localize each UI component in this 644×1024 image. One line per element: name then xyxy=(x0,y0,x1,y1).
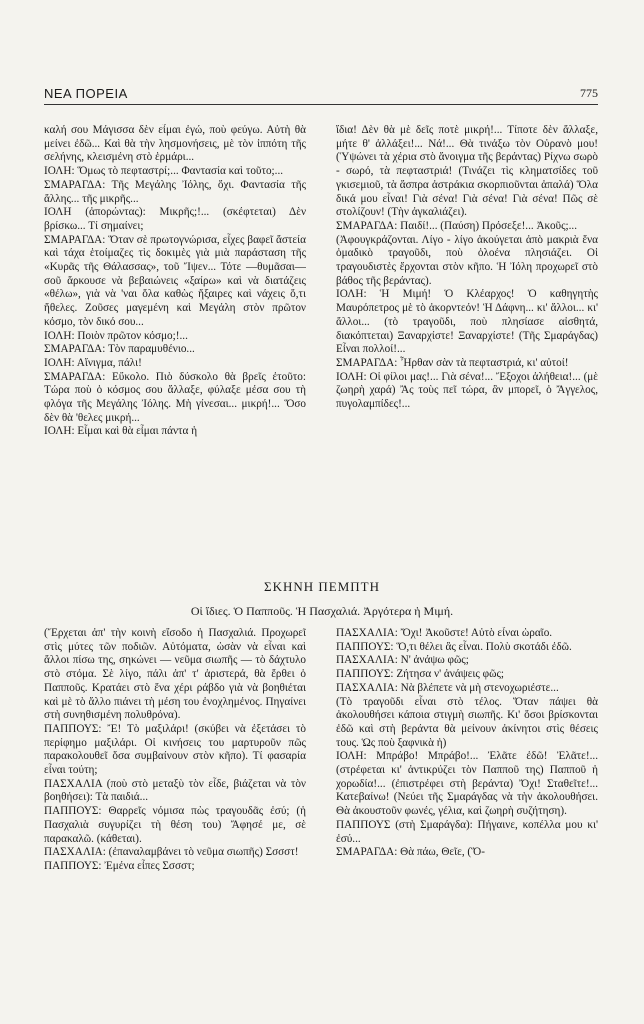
paragraph: ΙΟΛΗ (ἀπορώντας): Μικρῆς;!... (σκέφτεται) Δὲν βρίσκω... Τί σημαίνει; xyxy=(44,206,306,232)
paragraph: ΣΜΑΡΑΓΔΑ: Ἦρθαν σὰν τὰ πεφταστριά, κι' αὐτοί! xyxy=(336,356,569,369)
page-number: 775 xyxy=(580,86,598,100)
scene-heading: ΣΚΗΝΗ ΠΕΜΠΤΗ xyxy=(264,579,380,594)
paragraph: ΙΟΛΗ: Εἶμαι καὶ θὰ εἶμαι πάντα ἡ xyxy=(44,425,198,438)
paragraph: ΣΜΑΡΑΓΔΑ: Παιδί!... (Παύση) Πρόσεξε!... Ἀκοῦς;... xyxy=(336,219,578,232)
paragraph: ΙΟΛΗ: Αἴνιγμα, πάλι! xyxy=(44,356,142,369)
paragraph: (Ἔρχεται ἀπ' τὴν κοινὴ εἴσοδο ἡ Πασχαλιά. Προχωρεῖ στὶς μύτες τῶν ποδιῶν. Αὐτόματα, ὡσὰν νὰ εἶναι καὶ ἄλλοι πίσω της, σηκώνει — νεῦμα σιωπῆς — τὸ δάχτυλο στὸ στόμα. Σὲ λίγο, πάλι ἀπ' τ' ἀριστερά, θὰ ἔρθει ὁ Παπποῦς. Κρατάει στὸ ἕνα χέρι ράβδο γιὰ νὰ βοηθιέται καὶ μὲ τὸ ἄλλο πιάνει τὴ μέση του ἐνοχλημένος. Πηγαίνει στὴ συνηθισμένη πολυθρόνα). xyxy=(44,627,306,722)
paragraph: ΠΑΣΧΑΛΙΑ (ποὺ στὸ μεταξὺ τὸν εἶδε, βιάζεται νὰ τὸν βοηθήσει): Τὰ παιδιά... xyxy=(44,777,306,804)
lower-text-columns xyxy=(44,627,598,1007)
paragraph: ἴδια! Δὲν θὰ μὲ δεῖς ποτὲ μικρή!... Τίποτε δὲν ἄλλαξε, μήτε θ' ἀλλάξει!... Νά!... Θὰ τινάξω τὸν Οὐρανὸ μου! (Ὑψώνει τὰ χέρια στὸ ἄνοιγμα τῆς βεράντας) Ρίχνω σωρὸ - σωρό, τὰ πεφταστριά! (Τινάζει τὶς κληματσίδες τοῦ γκισεμιοῦ, τὰ ἄσπρα ἀστράκια σκορπιοῦνται ἁπαλά) Ὅλα δικά μου εἶναι! Γιὰ σένα! Γιὰ σένα! Γιὰ σένα! Πῶς σὲ στολίζουν! (Τὴν ἀγκαλιάζει). xyxy=(336,124,598,219)
paragraph: καλή σου Μάγισσα δὲν εἶμαι ἐγώ, ποὺ φεύγω. Αὐτὴ θὰ μείνει ἐδῶ... Καὶ θὰ τὴν λησμονήσεις, μὲ τὸν ἱππότη τῆς σελήνης, κλεισμένη στὸ ἑρμάρι... xyxy=(44,124,306,164)
paragraph: ΠΑΠΠΟΥΣ: Ἐμένα εἶπες Σσσστ; xyxy=(44,859,195,872)
paragraph: ΠΑΠΠΟΥΣ (στὴ Σμαράγδα): Πήγαινε, κοπέλλα μου κι' ἐσύ... xyxy=(336,818,598,845)
paragraph: ΙΟΛΗ: Ὅμως τὸ πεφταστρί;... Φαντασία καὶ τοῦτο;... xyxy=(44,165,284,178)
paragraph: ΙΟΛΗ: Μπράβο! Μπράβο!... Ἐλᾶτε ἐδῶ! Ἐλᾶτε!... (στρέφεται κι' ἀντικρύζει τὸν Παπποῦ της) Παπποῦ ἡ χορωδία!... (ἐπιστρέφει στὴ βεράντα) Ὄχι! Σταθεῖτε!... Κατεβαίνω! (Νεύει τῆς Σμαράγδας νὰ τὴν ἀκολουθήσει. Θὰ ἀκουστοῦν φωνές, γέλια, καὶ ζωηρὴ συζήτηση). xyxy=(336,750,598,818)
upper-text-columns xyxy=(44,124,598,564)
lower-right-column xyxy=(336,627,598,1007)
paragraph: (Τὸ τραγοῦδι εἶναι στὸ τέλος. Ὅταν πάψει θὰ ἀκολουθήσει κάποια στιγμὴ σιωπῆς. Κι' ὅσοι βρίσκονται ἐδῶ καὶ στὴ βεράντα θὰ μείνουν ἀκίνητοι στὶς θέσεις τους. Ὡς ποὺ ξαφνικὰ ἡ) xyxy=(336,695,598,749)
paragraph: (Ἀφουγκράζονται. Λίγο - λίγο ἀκούγεται ἀπὸ μακριὰ ἕνα ὁμαδικὸ τραγοῦδι, ποὺ ὁλοένα πλησιάζει. Οἱ τραγουδιστὲς ἔρχονται στὸν κῆπο. Ἡ Ἰόλη προχωρεῖ στὸ βάθος τῆς βεράντας). xyxy=(336,233,598,287)
paragraph: ΣΜΑΡΑΓΔΑ: Τῆς Μεγάλης Ἰόλης, ὄχι. Φαντασία τῆς ἄλλης... τῆς μικρῆς... xyxy=(44,178,306,205)
paragraph: ΣΜΑΡΑΓΔΑ: Τὸν παραμυθένιο... xyxy=(44,343,195,356)
upper-left-column xyxy=(44,124,306,564)
paragraph: ΣΜΑΡΑΓΔΑ: Εὔκολο. Πιὸ δύσκολο θὰ βρεῖς ἐτοῦτο: Τώρα ποὺ ὁ κόσμος σου ἄλλαξε, φύλαξε μέσα σου τὴ φλόγα τῆς Μεγάλης Ἰόλης. Μὴ γίνεσαι... μικρή!... Ὅσο δὲν θὰ 'θελες μικρή... xyxy=(44,370,306,424)
paragraph: ΠΑΣΧΑΛΙΑ: (ἐπαναλαμβάνει τὸ νεῦμα σιωπῆς) Σσσστ! xyxy=(44,846,299,859)
paragraph: ΠΑΠΠΟΥΣ: Θαρρεῖς νόμισα πὼς τραγουδᾶς ἐσύ; (ἡ Πασχαλιὰ συγυρίζει τὴ θέση του) Ἄφησέ με, σὲ παρακαλῶ. (κάθεται). xyxy=(44,805,306,845)
lower-left-column xyxy=(44,627,306,1007)
journal-title: ΝΕΑ ΠΟΡΕΙΑ xyxy=(44,86,128,101)
paragraph: ΠΑΠΠΟΥΣ: Ζήτησα ν' ἀνάψεις φῶς; xyxy=(336,668,505,681)
scene-characters: Οἱ ἴδιες. Ὁ Παπποῦς. Ἡ Πασχαλιά. Ἀργότερα ἡ Μιμή. xyxy=(190,604,454,618)
paragraph: ΙΟΛΗ: Ἡ Μιμή! Ὁ Κλέαρχος! Ὁ καθηγητὴς Μαυρόπετρος μὲ τὸ ἀκορντεόν! Ἡ Δάφνη... κι' ἄλλοι... κι' ἄλλοι... (τὸ τραγοῦδι, ποὺ πλησίασε αἰσθητά, διακόπτεται) Ξαναρχίστε! Ξαναρχίστε! (Τῆς Σμαράγδας) Εἶναι πολλοί!... xyxy=(336,288,598,356)
upper-right-column xyxy=(336,124,598,564)
paragraph: ΣΜΑΡΑΓΔΑ: Ὅταν σὲ πρωτογνώρισα, εἶχες βαφεῖ ἄστεία καὶ τάχα ἑτοίμαζες τὶς δοκιμὲς γιὰ μιὰ παράσταση τῆς «Κυρᾶς τῆς Θάλασσας», τοῦ Ἴψεν... Τότε —θυμᾶσαι—σοῦ ἄρκουσε νὰ βεβαιώνεις «ξαίρω» καὶ νὰ διατάζεις «θέλω», γιὰ νὰ 'ναι ὅλα καθὼς ἤξαιρες καὶ νάχεις ὅ,τι ἤθελες. Ζοῦσες μαγεμένη καὶ Μεγάλη στὸν πρῶτον κόσμο, τὸν δικό σου... xyxy=(44,233,306,328)
paragraph: ΠΑΠΠΟΥΣ: Ἔ! Τὸ μαξιλάρι! (σκύβει νὰ ἐξετάσει τὸ περίφημο μαξιλάρι. Οἱ κινήσεις του μαρτυροῦν πῶς παρακολουθεῖ ὅσα συμβαίνουν στὸν κῆπο). Τί φασαρία εἶναι τούτη; xyxy=(44,722,306,777)
paragraph: ΣΜΑΡΑΓΔΑ: Θὰ πάω, Θεῖε, (Ὅ- xyxy=(336,846,485,859)
paragraph: ΙΟΛΗ: Ποιὸν πρῶτον κόσμο;!... xyxy=(44,329,188,342)
paragraph: ΠΑΠΠΟΥΣ: Ὅ,τι θέλει ἂς εἶναι. Πολὺ σκοτάδι ἐδῶ. xyxy=(336,640,572,653)
paragraph: ΠΑΣΧΑΛΙΑ: Ὄχι! Ἀκοῦστε! Αὐτὸ εἶναι ὡραῖο. xyxy=(336,627,553,639)
running-header xyxy=(44,84,598,105)
paragraph: ΙΟΛΗ: Οἱ φίλοι μας!... Γιὰ σένα!... Ἔξοχοι ἀλήθεια!... (μὲ ζωηρὴ χαρά) Ἂς τοὺς πεῖ τώρα, ἂν μπορεῖ, ὁ Ἄγγελος, πυγολαμπίδες!... xyxy=(336,370,598,411)
paragraph: ΠΑΣΧΑΛΙΑ: Ν' ἀνάψω φῶς; xyxy=(336,654,469,667)
paragraph: ΠΑΣΧΑΛΙΑ: Νὰ βλέπετε νὰ μὴ στενοχωριέστε... xyxy=(336,681,559,694)
